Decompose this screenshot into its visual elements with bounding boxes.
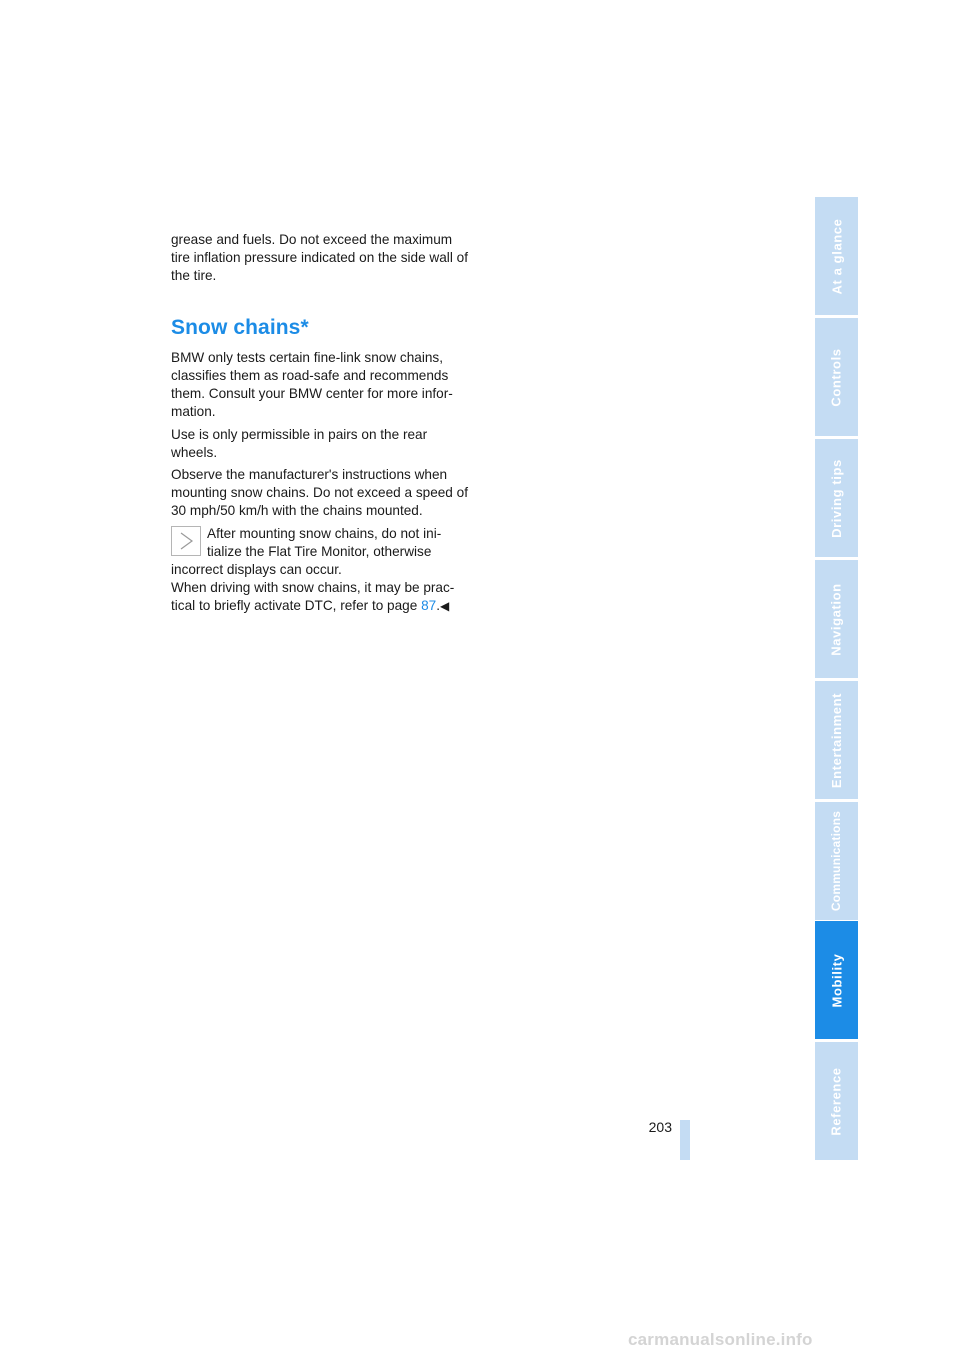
section-body — [171, 349, 471, 615]
note-line-3: incorrect displays can occur. — [171, 561, 342, 577]
tab-label: Entertainment — [829, 692, 845, 788]
watermark: carmanualsonline.info — [628, 1330, 813, 1349]
note-line-1: After mounting snow chains, do not ini- — [207, 525, 442, 541]
tab-label: Communications — [829, 810, 844, 912]
tab-controls[interactable] — [815, 318, 858, 436]
section-title: Snow chains* — [171, 316, 309, 339]
tab-label: Driving tips — [829, 458, 844, 538]
paragraph-2: Use is only permissible in pairs on the rear wheels. — [171, 426, 428, 460]
tab-driving-tips[interactable] — [815, 439, 858, 557]
tab-communications[interactable] — [815, 802, 858, 920]
intro-paragraph: grease and fuels. Do not exceed the maximum tire inflation pressure indicated on the side wall of the tire. — [171, 232, 468, 283]
tab-mobility[interactable] — [815, 921, 858, 1039]
tab-at-a-glance[interactable] — [815, 197, 858, 315]
tab-label: Mobility — [829, 953, 844, 1007]
chapter-sidebar — [815, 197, 858, 1161]
note-continuation: When driving with snow chains, it may be prac-tical to briefly activate DTC, refer to page — [171, 579, 455, 613]
paragraph-1: BMW only tests certain fine-link snow chains, classifies them as road-safe and recommends them. Consult your BMW center for more infor-mation. — [171, 350, 453, 419]
tab-label: Controls — [829, 347, 844, 407]
page-number-tab — [680, 1120, 690, 1160]
tab-label: At a glance — [829, 218, 844, 294]
note-arrow-icon — [171, 526, 201, 556]
note-period: . — [436, 597, 440, 613]
page-reference-link[interactable]: 87 — [421, 597, 437, 613]
paragraph-3: Observe the manufacturer's instructions when mounting snow chains. Do not exceed a speed of 30 mph/50 km/h with the chains mounted. — [171, 467, 468, 518]
tab-label: Navigation — [829, 582, 844, 656]
tab-label: Reference — [829, 1066, 844, 1136]
note-block — [171, 525, 471, 615]
intro-text-block — [171, 231, 471, 285]
tab-reference[interactable] — [815, 1042, 858, 1160]
page-number: 203 — [648, 1119, 672, 1135]
tab-entertainment[interactable] — [815, 681, 858, 799]
tab-navigation[interactable] — [815, 560, 858, 678]
note-line-2: tialize the Flat Tire Monitor, otherwise — [207, 543, 432, 559]
end-mark-icon: ◀ — [439, 598, 450, 613]
